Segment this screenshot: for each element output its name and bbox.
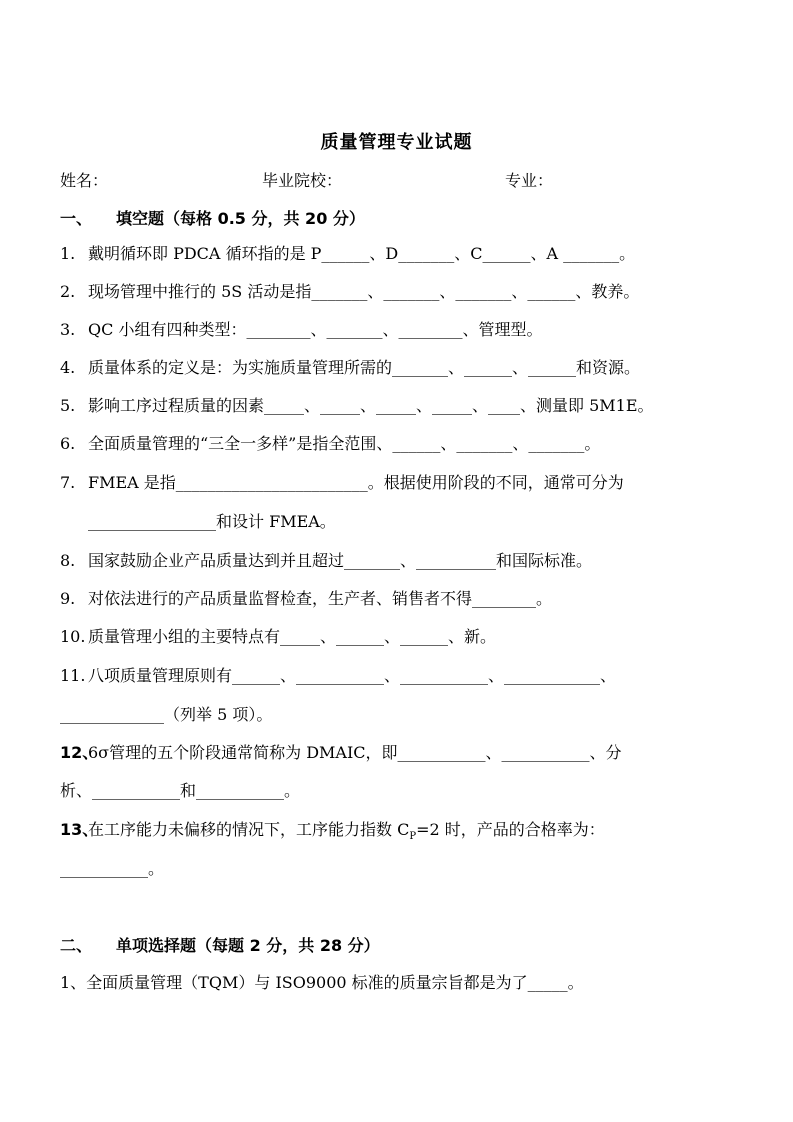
major-label: 专业： <box>505 171 554 190</box>
question-number: 6. <box>60 434 76 453</box>
question-text: _____________（列举 5 项）。 <box>60 705 273 724</box>
question-text: 八项质量管理原则有______、___________、___________、____________、 <box>88 666 617 685</box>
question-5 <box>60 396 736 416</box>
school-label: 毕业院校： <box>262 171 343 190</box>
question-text: 戴明循环即 PDCA 循环指的是 P______、D_______、C______、A _______。 <box>88 244 636 263</box>
question-number: 8. <box>60 551 76 570</box>
question-number: 13、 <box>60 820 99 839</box>
question-11 <box>60 666 736 686</box>
section-number: 二、 <box>60 936 93 955</box>
section-title: 单项选择题（每题 2 分，共 28 分） <box>116 936 380 955</box>
question-number: 1. <box>60 244 76 263</box>
question-text: FMEA 是指________________________。根据使用阶段的不同，通常可分为 <box>88 473 624 492</box>
section-heading-fill-in <box>60 206 365 229</box>
question-7-continued <box>88 512 736 532</box>
question-number: 10. <box>60 627 86 646</box>
question-text: 影响工序过程质量的因素_____、_____、_____、_____、____、测量即 5M1E。 <box>88 396 654 415</box>
section-heading-single-choice <box>60 933 380 956</box>
question-text: 质量体系的定义是：为实施质量管理所需的_______、______、______和资源。 <box>88 358 641 377</box>
page-title: 质量管理专业试题 <box>320 132 473 153</box>
student-info-row <box>0 168 793 192</box>
question-10 <box>60 627 736 647</box>
question-2 <box>60 282 736 302</box>
question-number: 11. <box>60 666 86 685</box>
question-text: 在工序能力未偏移的情况下，工序能力指数 C <box>88 820 410 839</box>
question-13-continued <box>60 859 736 879</box>
question-9 <box>60 589 736 609</box>
question-text: ________________和设计 FMEA。 <box>88 512 336 531</box>
question-12 <box>60 743 736 763</box>
question-8 <box>60 551 736 571</box>
question-text-after: =2 时，产品的合格率为： <box>416 820 605 839</box>
question-1 <box>60 244 736 264</box>
question-11-continued <box>60 705 736 725</box>
subscript-p: P <box>409 831 417 843</box>
question-text: 国家鼓励企业产品质量达到并且超过_______、__________和国际标准。 <box>88 551 593 570</box>
question-7 <box>60 473 736 493</box>
question-text: 6σ管理的五个阶段通常简称为 DMAIC，即___________、___________、分 <box>88 743 622 762</box>
question-4 <box>60 358 736 378</box>
question-13 <box>60 820 736 847</box>
question-number: 12、 <box>60 743 99 762</box>
question-text: 析、___________和___________。 <box>60 781 301 800</box>
question-number: 3. <box>60 320 76 339</box>
question-text: 全面质量管理的“三全一多样”是指全范围、______、_______、_______。 <box>88 434 601 453</box>
question-6 <box>60 434 736 454</box>
section-number: 一、 <box>60 209 93 228</box>
question-text: 对依法进行的产品质量监督检查，生产者、销售者不得________。 <box>88 589 553 608</box>
question-text: 1、全面质量管理（TQM）与 ISO9000 标准的质量宗旨都是为了_____。 <box>60 973 584 992</box>
choice-question-1 <box>60 973 736 993</box>
question-text: ___________。 <box>60 859 165 878</box>
question-3 <box>60 320 736 340</box>
name-label: 姓名： <box>60 171 109 190</box>
question-12-continued <box>60 781 736 801</box>
question-text: 现场管理中推行的 5S 活动是指_______、_______、_______、______、教养。 <box>88 282 640 301</box>
question-number: 2. <box>60 282 76 301</box>
question-text: 质量管理小组的主要特点有_____、______、______、新。 <box>88 627 497 646</box>
question-number: 7. <box>60 473 76 492</box>
question-number: 4. <box>60 358 76 377</box>
section-title: 填空题（每格 0.5 分，共 20 分） <box>116 209 365 228</box>
question-number: 9. <box>60 589 76 608</box>
question-number: 5. <box>60 396 76 415</box>
question-text: QC 小组有四种类型：________、_______、________、管理型。 <box>88 320 543 339</box>
